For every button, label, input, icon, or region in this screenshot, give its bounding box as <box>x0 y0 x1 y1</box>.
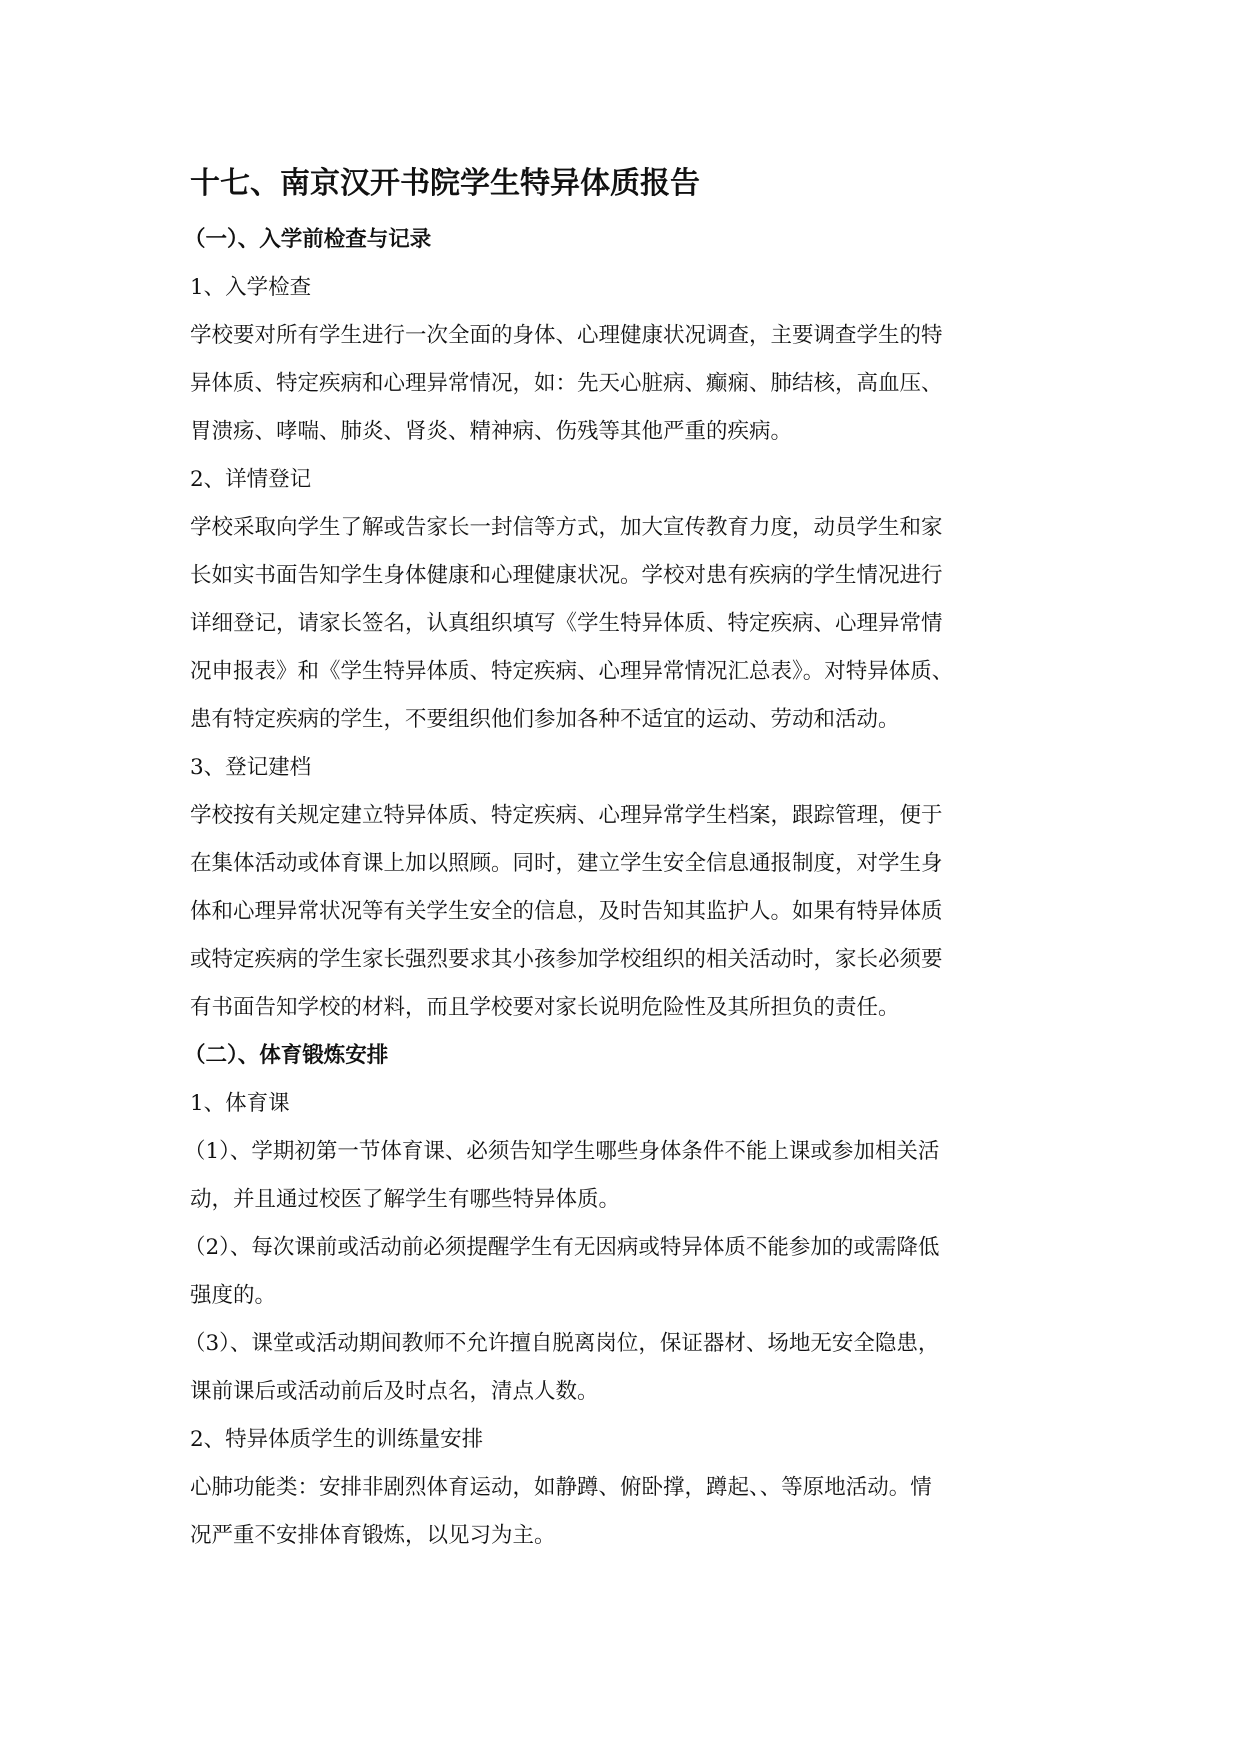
text-line: （1）、学期初第一节体育课、必须告知学生哪些身体条件不能上课或参加相关活 <box>184 1139 940 1164</box>
paragraph-registration <box>190 504 1060 744</box>
paragraph-filing <box>190 792 1060 1032</box>
paragraph-pe-rule-1 <box>184 1128 1060 1224</box>
text-line: 况申报表》和《学生特异体质、特定疾病、心理异常情况汇总表》。对特异体质、 <box>190 659 954 684</box>
item-label-training-load: 2、特异体质学生的训练量安排 <box>190 1427 484 1452</box>
text-line: 患有特定疾病的学生，不要组织他们参加各种不适宜的运动、劳动和活动。 <box>190 707 900 732</box>
section-heading-1: （一）、入学前检查与记录 <box>184 227 432 252</box>
text-line: 长如实书面告知学生身体健康和心理健康状况。学校对患有疾病的学生情况进行 <box>190 563 943 588</box>
text-line: 有书面告知学校的材料，而且学校要对家长说明危险性及其所担负的责任。 <box>190 995 900 1020</box>
text-line: 心肺功能类：安排非剧烈体育运动，如静蹲、俯卧撑，蹲起、、等原地活动。情 <box>190 1475 932 1500</box>
paragraph-entrance-check <box>190 312 1060 456</box>
text-line: 或特定疾病的学生家长强烈要求其小孩参加学校组织的相关活动时，家长必须要 <box>190 947 943 972</box>
section-heading-2: （二）、体育锻炼安排 <box>184 1043 389 1068</box>
text-line: （3）、课堂或活动期间教师不允许擅自脱离岗位，保证器材、场地无安全隐患， <box>184 1331 940 1356</box>
text-line: 学校按有关规定建立特异体质、特定疾病、心理异常学生档案，跟踪管理，便于 <box>190 803 943 828</box>
item-label-pe-class: 1、体育课 <box>190 1091 290 1116</box>
item-label-filing: 3、登记建档 <box>190 755 312 780</box>
item-label-entrance-check: 1、入学检查 <box>190 275 312 300</box>
text-line: 胃溃疡、哮喘、肺炎、肾炎、精神病、伤残等其他严重的疾病。 <box>190 419 793 444</box>
text-line: 异体质、特定疾病和心理异常情况，如：先天心脏病、癫痫、肺结核，高血压、 <box>190 371 943 396</box>
text-line: 况严重不安排体育锻炼，以见习为主。 <box>190 1523 556 1548</box>
text-line: 体和心理异常状况等有关学生安全的信息，及时告知其监护人。如果有特异体质 <box>190 899 943 924</box>
paragraph-pe-rule-2 <box>184 1224 1060 1320</box>
item-label-registration: 2、详情登记 <box>190 467 312 492</box>
text-line: 学校采取向学生了解或告家长一封信等方式，加大宣传教育力度，动员学生和家 <box>190 515 943 540</box>
text-line: 动，并且通过校医了解学生有哪些特异体质。 <box>190 1187 621 1212</box>
text-line: 详细登记，请家长签名，认真组织填写《学生特异体质、特定疾病、心理异常情 <box>190 611 943 636</box>
text-line: （2）、每次课前或活动前必须提醒学生有无因病或特异体质不能参加的或需降低 <box>184 1235 940 1260</box>
text-line: 学校要对所有学生进行一次全面的身体、心理健康状况调查，主要调查学生的特 <box>190 323 943 348</box>
paragraph-pe-rule-3 <box>184 1320 1060 1416</box>
paragraph-training-load <box>190 1464 1060 1560</box>
text-line: 在集体活动或体育课上加以照顾。同时，建立学生安全信息通报制度，对学生身 <box>190 851 943 876</box>
text-line: 强度的。 <box>190 1283 277 1308</box>
text-line: 课前课后或活动前后及时点名，清点人数。 <box>190 1379 599 1404</box>
document-title: 十七、南京汉开书院学生特异体质报告 <box>190 166 700 201</box>
document-page <box>184 160 1060 1560</box>
